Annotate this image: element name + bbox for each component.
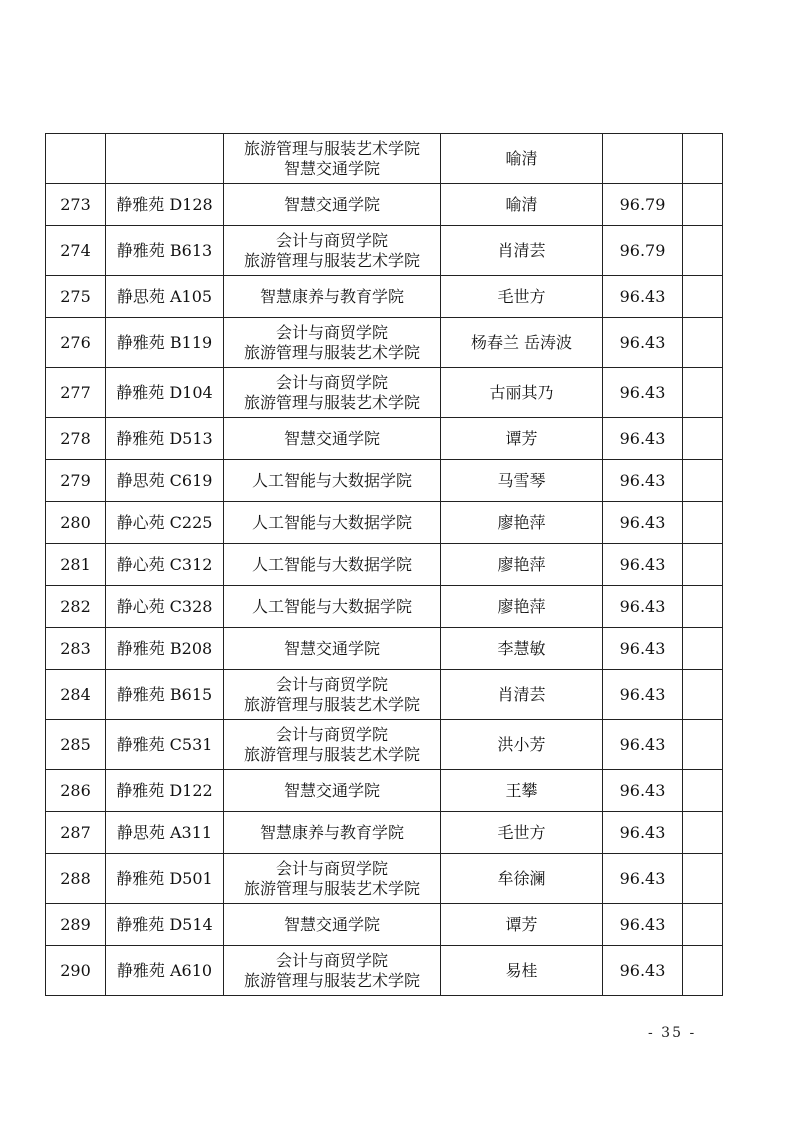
dorm-room-cell: 静心苑 C328 — [106, 586, 224, 628]
dorm-room-cell: 静雅苑 B119 — [106, 318, 224, 368]
note-cell — [683, 670, 723, 720]
college-cell — [224, 812, 441, 854]
page-number: - 35 - — [648, 1025, 697, 1041]
score-cell: 96.43 — [603, 946, 683, 996]
row-number-cell: 273 — [46, 184, 106, 226]
dorm-room-cell — [106, 134, 224, 184]
college-name: 旅游管理与服装艺术学院 — [243, 744, 420, 764]
dorm-room-cell: 静雅苑 D513 — [106, 418, 224, 460]
dorm-room-cell: 静雅苑 B615 — [106, 670, 224, 720]
teacher-cell: 古丽其乃 — [441, 368, 603, 418]
dorm-room-cell: 静心苑 C312 — [106, 544, 224, 586]
table-body — [46, 134, 723, 996]
college-name: 智慧交通学院 — [283, 194, 380, 214]
teacher-cell: 洪小芳 — [441, 720, 603, 770]
score-cell: 96.43 — [603, 586, 683, 628]
college-name: 会计与商贸学院 — [275, 372, 388, 392]
dorm-room-cell: 静雅苑 A610 — [106, 946, 224, 996]
college-cell — [224, 720, 441, 770]
table-row — [46, 134, 723, 184]
dorm-room-cell: 静思苑 C619 — [106, 460, 224, 502]
teacher-cell: 杨春兰 岳涛波 — [441, 318, 603, 368]
table-row — [46, 502, 723, 544]
dorm-score-table — [45, 133, 723, 996]
teacher-cell: 毛世方 — [441, 812, 603, 854]
score-cell: 96.43 — [603, 770, 683, 812]
teacher-cell: 谭芳 — [441, 904, 603, 946]
note-cell — [683, 318, 723, 368]
college-name: 智慧交通学院 — [283, 638, 380, 658]
score-cell: 96.43 — [603, 460, 683, 502]
teacher-cell: 廖艳萍 — [441, 586, 603, 628]
college-name: 旅游管理与服装艺术学院 — [243, 392, 420, 412]
dorm-room-cell: 静雅苑 D104 — [106, 368, 224, 418]
teacher-cell: 李慧敏 — [441, 628, 603, 670]
score-cell: 96.43 — [603, 720, 683, 770]
score-cell: 96.43 — [603, 276, 683, 318]
dorm-room-cell: 静雅苑 B613 — [106, 226, 224, 276]
college-name: 人工智能与大数据学院 — [251, 470, 412, 490]
teacher-cell: 马雪琴 — [441, 460, 603, 502]
note-cell — [683, 368, 723, 418]
college-cell — [224, 946, 441, 996]
college-name: 智慧交通学院 — [283, 780, 380, 800]
row-number-cell: 284 — [46, 670, 106, 720]
table-row — [46, 670, 723, 720]
college-cell — [224, 226, 441, 276]
dorm-room-cell: 静雅苑 B208 — [106, 628, 224, 670]
score-cell: 96.43 — [603, 854, 683, 904]
college-cell — [224, 854, 441, 904]
college-name: 旅游管理与服装艺术学院 — [243, 694, 420, 714]
college-name: 智慧交通学院 — [283, 428, 380, 448]
college-name: 智慧交通学院 — [283, 914, 380, 934]
college-cell — [224, 276, 441, 318]
teacher-cell: 王攀 — [441, 770, 603, 812]
row-number-cell: 290 — [46, 946, 106, 996]
table-row — [46, 904, 723, 946]
score-cell: 96.43 — [603, 812, 683, 854]
note-cell — [683, 134, 723, 184]
college-cell — [224, 184, 441, 226]
note-cell — [683, 184, 723, 226]
table-row — [46, 460, 723, 502]
row-number-cell: 277 — [46, 368, 106, 418]
college-name: 会计与商贸学院 — [275, 674, 388, 694]
table-row — [46, 318, 723, 368]
table-row — [46, 770, 723, 812]
row-number-cell: 275 — [46, 276, 106, 318]
college-cell — [224, 502, 441, 544]
teacher-cell: 喻清 — [441, 134, 603, 184]
college-name: 人工智能与大数据学院 — [251, 596, 412, 616]
teacher-cell: 谭芳 — [441, 418, 603, 460]
teacher-cell: 肖清芸 — [441, 226, 603, 276]
row-number-cell: 280 — [46, 502, 106, 544]
row-number-cell: 287 — [46, 812, 106, 854]
note-cell — [683, 770, 723, 812]
college-cell — [224, 368, 441, 418]
college-cell — [224, 670, 441, 720]
row-number-cell: 276 — [46, 318, 106, 368]
row-number-cell: 289 — [46, 904, 106, 946]
table-row — [46, 812, 723, 854]
college-name: 会计与商贸学院 — [275, 950, 388, 970]
score-cell: 96.43 — [603, 368, 683, 418]
dorm-room-cell: 静雅苑 C531 — [106, 720, 224, 770]
college-name: 会计与商贸学院 — [275, 230, 388, 250]
college-name: 旅游管理与服装艺术学院 — [243, 878, 420, 898]
note-cell — [683, 854, 723, 904]
college-cell — [224, 770, 441, 812]
college-name: 人工智能与大数据学院 — [251, 554, 412, 574]
college-name: 旅游管理与服装艺术学院 — [243, 250, 420, 270]
note-cell — [683, 904, 723, 946]
score-cell: 96.79 — [603, 226, 683, 276]
score-cell: 96.43 — [603, 502, 683, 544]
row-number-cell: 282 — [46, 586, 106, 628]
table-row — [46, 418, 723, 460]
score-cell: 96.43 — [603, 544, 683, 586]
note-cell — [683, 418, 723, 460]
table-row — [46, 368, 723, 418]
score-cell: 96.43 — [603, 318, 683, 368]
table-row — [46, 720, 723, 770]
college-name: 旅游管理与服装艺术学院 — [243, 970, 420, 990]
college-name: 人工智能与大数据学院 — [251, 512, 412, 532]
table-row — [46, 586, 723, 628]
college-cell — [224, 418, 441, 460]
dorm-room-cell: 静雅苑 D501 — [106, 854, 224, 904]
row-number-cell: 279 — [46, 460, 106, 502]
note-cell — [683, 586, 723, 628]
college-cell — [224, 134, 441, 184]
row-number-cell: 281 — [46, 544, 106, 586]
note-cell — [683, 628, 723, 670]
table-row — [46, 276, 723, 318]
note-cell — [683, 946, 723, 996]
note-cell — [683, 544, 723, 586]
row-number-cell — [46, 134, 106, 184]
score-cell: 96.79 — [603, 184, 683, 226]
note-cell — [683, 226, 723, 276]
row-number-cell: 285 — [46, 720, 106, 770]
dorm-room-cell: 静心苑 C225 — [106, 502, 224, 544]
score-cell: 96.43 — [603, 670, 683, 720]
score-cell: 96.43 — [603, 628, 683, 670]
row-number-cell: 286 — [46, 770, 106, 812]
score-cell — [603, 134, 683, 184]
college-cell — [224, 544, 441, 586]
dorm-room-cell: 静雅苑 D514 — [106, 904, 224, 946]
college-name: 智慧康养与教育学院 — [259, 822, 404, 842]
table-row — [46, 946, 723, 996]
table-row — [46, 544, 723, 586]
college-cell — [224, 460, 441, 502]
college-name: 会计与商贸学院 — [275, 724, 388, 744]
teacher-cell: 廖艳萍 — [441, 502, 603, 544]
teacher-cell: 肖清芸 — [441, 670, 603, 720]
table-row — [46, 184, 723, 226]
score-cell: 96.43 — [603, 904, 683, 946]
teacher-cell: 廖艳萍 — [441, 544, 603, 586]
table-row — [46, 854, 723, 904]
note-cell — [683, 460, 723, 502]
college-name: 智慧康养与教育学院 — [259, 286, 404, 306]
row-number-cell: 288 — [46, 854, 106, 904]
teacher-cell: 牟徐澜 — [441, 854, 603, 904]
teacher-cell: 喻清 — [441, 184, 603, 226]
note-cell — [683, 276, 723, 318]
note-cell — [683, 812, 723, 854]
teacher-cell: 易桂 — [441, 946, 603, 996]
dorm-room-cell: 静雅苑 D128 — [106, 184, 224, 226]
table-row — [46, 226, 723, 276]
college-name: 会计与商贸学院 — [275, 858, 388, 878]
row-number-cell: 283 — [46, 628, 106, 670]
note-cell — [683, 720, 723, 770]
college-cell — [224, 628, 441, 670]
row-number-cell: 278 — [46, 418, 106, 460]
score-cell: 96.43 — [603, 418, 683, 460]
table-row — [46, 628, 723, 670]
college-cell — [224, 904, 441, 946]
dorm-room-cell: 静思苑 A105 — [106, 276, 224, 318]
college-name: 旅游管理与服装艺术学院 — [243, 138, 420, 158]
college-name: 智慧交通学院 — [283, 158, 380, 178]
college-cell — [224, 318, 441, 368]
college-cell — [224, 586, 441, 628]
dorm-room-cell: 静思苑 A311 — [106, 812, 224, 854]
teacher-cell: 毛世方 — [441, 276, 603, 318]
row-number-cell: 274 — [46, 226, 106, 276]
college-name: 旅游管理与服装艺术学院 — [243, 342, 420, 362]
note-cell — [683, 502, 723, 544]
dorm-room-cell: 静雅苑 D122 — [106, 770, 224, 812]
college-name: 会计与商贸学院 — [275, 322, 388, 342]
